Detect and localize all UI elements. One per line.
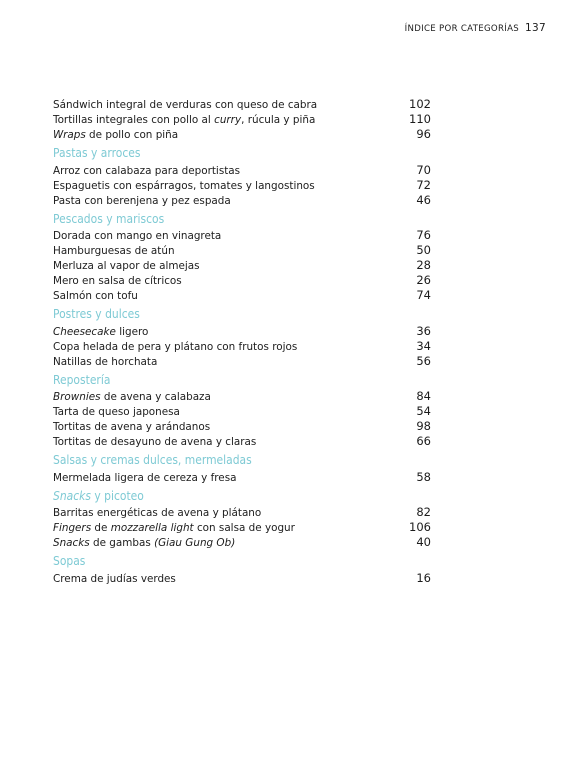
index-entry <box>53 535 431 550</box>
entry-label <box>53 340 297 355</box>
index-entry <box>53 97 431 112</box>
text-run: Tortitas de avena y arándanos <box>53 421 211 433</box>
text-run: Copa helada de pera y plátano con frutos rojos <box>53 340 298 353</box>
entry-page-number: 82 <box>416 505 431 519</box>
index-entry <box>53 354 431 369</box>
entry-label <box>53 435 256 450</box>
index-entry <box>53 520 431 535</box>
text-run: Wraps <box>53 129 86 141</box>
entry-label <box>53 471 236 486</box>
text-run: (Giau Gung Ob) <box>154 537 236 549</box>
entry-page-number: 36 <box>416 323 431 338</box>
index-content <box>53 97 431 588</box>
text-run: mozzarella light <box>110 522 194 534</box>
index-section <box>53 210 431 306</box>
entry-label <box>53 274 182 289</box>
text-run: Mero en salsa de cítricos <box>53 275 182 287</box>
entry-page-number: 66 <box>416 434 431 448</box>
entry-label <box>53 229 221 244</box>
entry-label <box>53 506 261 521</box>
entry-page-number: 56 <box>416 353 431 368</box>
entry-page-number: 98 <box>416 419 431 433</box>
index-entry <box>53 389 431 404</box>
entry-page-number: 34 <box>416 338 431 353</box>
text-run: Mermelada ligera de cereza y fresa <box>53 471 237 484</box>
text-run: Natillas de horchata <box>53 355 158 368</box>
text-run: Pasta con berenjena y pez espada <box>53 194 231 207</box>
entry-page-number: 72 <box>416 177 431 192</box>
text-run: de avena y calabaza <box>100 391 211 403</box>
text-run: Dorada con mango en vinagreta <box>53 230 222 242</box>
entry-page-number: 54 <box>416 404 431 418</box>
section-title: Pastas y arroces <box>53 145 141 160</box>
section-title: Salsas y cremas dulces, mermeladas <box>53 452 252 467</box>
index-entry <box>53 324 431 339</box>
index-entry <box>53 434 431 449</box>
entry-label <box>53 536 235 551</box>
text-run: Cheesecake <box>53 325 116 338</box>
entry-label <box>53 420 210 435</box>
entry-label <box>53 521 295 536</box>
text-run: Espaguetis con espárragos, tomates y langostinos <box>53 179 315 192</box>
entry-label <box>53 355 157 370</box>
text-run: Snacks <box>53 537 90 549</box>
entry-label <box>53 390 211 405</box>
text-run: Barritas energéticas de avena y plátano <box>53 507 262 519</box>
text-run: curry <box>214 114 242 126</box>
index-section <box>53 305 431 371</box>
entry-page-number: 50 <box>416 243 431 257</box>
text-run: de pollo con piña <box>85 129 179 141</box>
index-entry <box>53 112 431 127</box>
text-run: Tortitas de desayuno de avena y claras <box>53 436 257 448</box>
text-run: , rúcula y piña <box>241 114 316 126</box>
index-section <box>53 552 431 588</box>
entry-label <box>53 244 175 259</box>
entry-page-number: 46 <box>416 192 431 207</box>
entry-label <box>53 289 138 304</box>
entry-page-number: 102 <box>409 97 431 111</box>
text-run: Sándwich integral de verduras con queso de cabra <box>53 99 318 111</box>
text-run: Merluza al vapor de almejas <box>53 260 200 272</box>
index-section <box>53 97 431 144</box>
entry-label <box>53 572 176 587</box>
index-entry <box>53 288 431 303</box>
entry-page-number: 74 <box>416 288 431 302</box>
entry-page-number: 28 <box>416 258 431 272</box>
text-run: Crema de judías verdes <box>53 572 176 585</box>
entry-page-number: 40 <box>416 535 431 549</box>
entry-page-number: 58 <box>416 469 431 484</box>
index-entry <box>53 163 431 178</box>
index-entry <box>53 571 431 586</box>
text-run: de <box>91 522 111 534</box>
entry-label <box>53 164 240 179</box>
running-header <box>405 22 546 34</box>
section-title <box>53 487 378 506</box>
text-run: de gambas <box>89 537 155 549</box>
index-section <box>53 451 431 487</box>
page-number: 137 <box>525 22 546 34</box>
entry-page-number: 96 <box>416 127 431 141</box>
text-run: ligero <box>115 325 149 338</box>
index-entry <box>53 404 431 419</box>
entry-label <box>53 259 200 274</box>
index-section <box>53 487 431 553</box>
entry-page-number: 16 <box>416 570 431 585</box>
index-entry <box>53 193 431 208</box>
text-run: Hamburguesas de atún <box>53 245 175 257</box>
index-entry <box>53 470 431 485</box>
text-run: y picoteo <box>90 487 144 503</box>
entry-page-number: 106 <box>409 520 431 534</box>
entry-page-number: 110 <box>409 112 431 126</box>
index-entry <box>53 258 431 273</box>
entry-label <box>53 194 231 209</box>
entry-label <box>53 113 315 128</box>
entry-label <box>53 325 148 340</box>
text-run: Salmón con tofu <box>53 290 138 302</box>
entry-label <box>53 405 180 420</box>
text-run: Tarta de queso japonesa <box>53 406 180 418</box>
index-entry <box>53 127 431 142</box>
section-title: Postres y dulces <box>53 306 140 321</box>
text-run: Fingers <box>53 522 92 534</box>
section-title: Repostería <box>53 371 111 387</box>
index-entry <box>53 243 431 258</box>
index-section <box>53 144 431 210</box>
text-run: Arroz con calabaza para deportistas <box>53 164 241 177</box>
text-run: Brownies <box>53 391 101 403</box>
running-header-title: ÍNDICE POR CATEGORÍAS <box>404 24 520 34</box>
entry-label <box>53 98 317 113</box>
entry-page-number: 84 <box>416 389 431 403</box>
index-entry <box>53 505 431 520</box>
entry-page-number: 70 <box>416 162 431 177</box>
entry-label <box>53 179 315 194</box>
entry-page-number: 76 <box>416 228 431 242</box>
section-title: Pescados y mariscos <box>53 210 165 226</box>
section-title: Sopas <box>53 553 86 568</box>
text-run: Tortillas integrales con pollo al <box>53 114 215 126</box>
entry-page-number: 26 <box>416 273 431 287</box>
entry-label <box>53 128 178 143</box>
index-entry <box>53 178 431 193</box>
index-section <box>53 371 431 452</box>
index-entry <box>53 228 431 243</box>
text-run: con salsa de yogur <box>193 522 295 534</box>
text-run: Snacks <box>53 487 91 503</box>
index-entry <box>53 273 431 288</box>
index-entry <box>53 339 431 354</box>
index-entry <box>53 419 431 434</box>
